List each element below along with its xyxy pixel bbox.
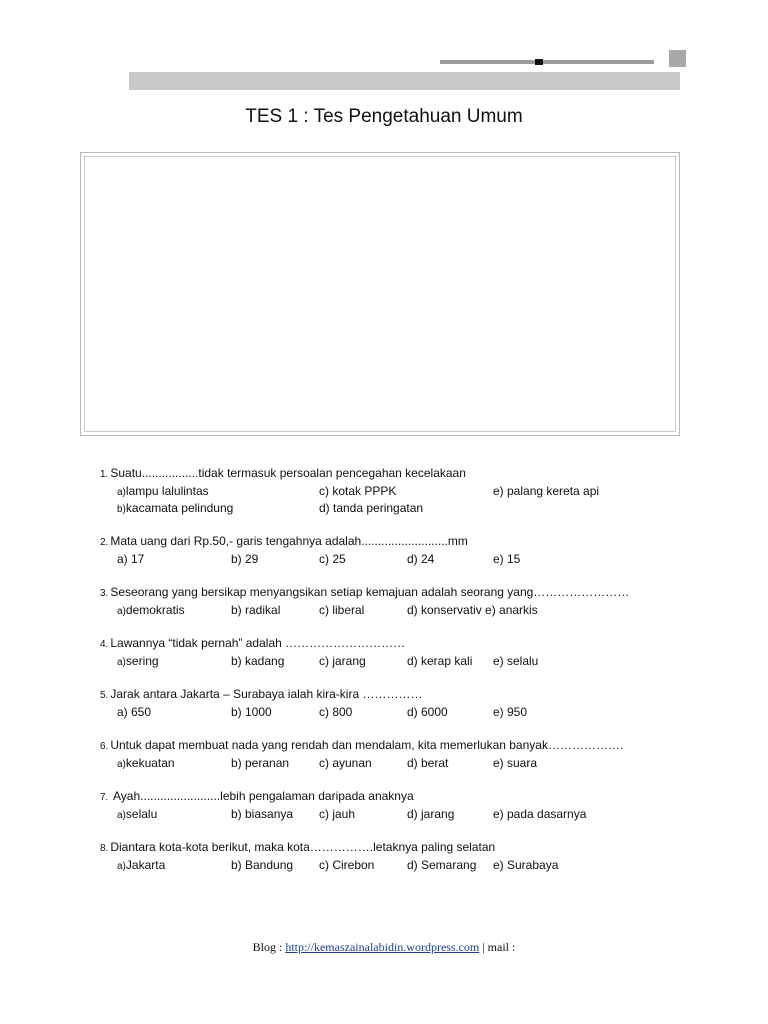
option-text: d) konservativ e) anarkis bbox=[407, 603, 538, 617]
option-text: c) kotak PPPK bbox=[319, 484, 397, 498]
answer-option bbox=[231, 806, 293, 824]
option-text: b) 29 bbox=[231, 552, 259, 566]
question-line bbox=[100, 635, 720, 653]
answer-option bbox=[407, 602, 538, 620]
question-text: Seseorang yang bersikap menyangsikan setiap kemajuan adalah seorang yang…………………… bbox=[110, 585, 630, 599]
question-item bbox=[100, 533, 720, 568]
option-text: b) biasanya bbox=[231, 807, 294, 821]
answer-option bbox=[117, 551, 144, 569]
question-number: 6. bbox=[100, 741, 109, 752]
answer-option bbox=[231, 755, 289, 773]
question-text: Jarak antara Jakarta – Surabaya ialah kira-kira …………… bbox=[110, 687, 423, 701]
answer-option bbox=[493, 483, 599, 501]
option-text: a) 17 bbox=[117, 552, 145, 566]
option-text: selalu bbox=[125, 807, 158, 821]
answer-option bbox=[231, 602, 280, 620]
header-bar bbox=[129, 72, 680, 90]
option-text: c) 25 bbox=[319, 552, 346, 566]
answer-option bbox=[319, 602, 364, 620]
option-row bbox=[100, 653, 720, 670]
question-item bbox=[100, 839, 720, 874]
answer-option bbox=[319, 483, 396, 501]
answer-option bbox=[117, 653, 159, 671]
option-row bbox=[100, 602, 720, 619]
footer-blog-link[interactable]: http://kemaszainalabidin.wordpress.com bbox=[285, 940, 480, 954]
option-text: d) Semarang bbox=[407, 858, 477, 872]
question-line bbox=[100, 737, 720, 755]
option-text: b) kadang bbox=[231, 654, 285, 668]
option-row bbox=[100, 500, 720, 517]
question-number: 4. bbox=[100, 639, 109, 650]
option-row bbox=[100, 483, 720, 500]
option-text: e) suara bbox=[493, 756, 538, 770]
option-text: e) 950 bbox=[493, 705, 528, 719]
option-text: c) liberal bbox=[319, 603, 365, 617]
question-line bbox=[100, 584, 720, 602]
question-line bbox=[100, 533, 720, 551]
answer-option bbox=[493, 857, 558, 875]
question-text: Ayah........................lebih pengalaman daripada anaknya bbox=[110, 789, 414, 803]
question-item bbox=[100, 465, 720, 517]
answer-option bbox=[319, 755, 372, 773]
option-letter: b) bbox=[117, 504, 126, 515]
question-number: 2. bbox=[100, 537, 109, 548]
question-list bbox=[100, 465, 720, 890]
option-text: d) tanda peringatan bbox=[319, 501, 424, 515]
answer-option bbox=[319, 857, 374, 875]
option-letter: a) bbox=[117, 606, 126, 617]
answer-option bbox=[407, 755, 448, 773]
header-line-marker bbox=[535, 59, 543, 65]
question-line bbox=[100, 788, 720, 806]
option-text: lampu lalulintas bbox=[125, 484, 209, 498]
question-line bbox=[100, 839, 720, 857]
answer-option bbox=[117, 483, 209, 501]
option-text: b) radikal bbox=[231, 603, 281, 617]
answer-option bbox=[319, 500, 423, 518]
blank-frame bbox=[80, 152, 680, 436]
option-text: Jakarta bbox=[125, 858, 166, 872]
header-square bbox=[669, 50, 686, 67]
answer-option bbox=[319, 551, 346, 569]
header-line bbox=[440, 60, 654, 64]
option-text: kacamata pelindung bbox=[125, 501, 234, 515]
option-text: c) ayunan bbox=[319, 756, 372, 770]
option-text: c) Cirebon bbox=[319, 858, 375, 872]
option-text: e) 15 bbox=[493, 552, 521, 566]
answer-option bbox=[319, 653, 366, 671]
question-number: 8. bbox=[100, 843, 109, 854]
footer bbox=[0, 940, 768, 955]
blank-frame-inner bbox=[84, 156, 676, 432]
option-row bbox=[100, 704, 720, 721]
option-letter: a) bbox=[117, 861, 126, 872]
footer-prefix: Blog : bbox=[252, 940, 286, 954]
question-text: Lawannya “tidak pernah” adalah ………………………… bbox=[110, 636, 406, 650]
option-row bbox=[100, 857, 720, 874]
answer-option bbox=[319, 704, 352, 722]
answer-option bbox=[407, 857, 476, 875]
answer-option bbox=[117, 857, 165, 875]
answer-option bbox=[407, 653, 472, 671]
answer-option bbox=[231, 857, 293, 875]
question-item bbox=[100, 584, 720, 619]
option-text: e) pada dasarnya bbox=[493, 807, 587, 821]
option-text: d) 24 bbox=[407, 552, 435, 566]
answer-option bbox=[493, 551, 520, 569]
option-text: e) palang kereta api bbox=[493, 484, 600, 498]
option-text: demokratis bbox=[125, 603, 185, 617]
option-row bbox=[100, 755, 720, 772]
option-text: c) 800 bbox=[319, 705, 353, 719]
answer-option bbox=[493, 653, 538, 671]
option-text: c) jarang bbox=[319, 654, 366, 668]
option-text: d) kerap kali bbox=[407, 654, 473, 668]
question-text: Suatu.................tidak termasuk persoalan pencegahan kecelakaan bbox=[110, 466, 466, 480]
option-text: e) selalu bbox=[493, 654, 539, 668]
question-number: 5. bbox=[100, 690, 109, 701]
answer-option bbox=[319, 806, 355, 824]
answer-option bbox=[117, 806, 157, 824]
option-row bbox=[100, 551, 720, 568]
question-line bbox=[100, 686, 720, 704]
option-letter: a) bbox=[117, 487, 126, 498]
option-letter: a) bbox=[117, 810, 126, 821]
answer-option bbox=[117, 755, 175, 773]
answer-option bbox=[117, 602, 185, 620]
option-text: d) 6000 bbox=[407, 705, 448, 719]
question-line bbox=[100, 465, 720, 483]
answer-option bbox=[407, 704, 448, 722]
option-text: d) berat bbox=[407, 756, 449, 770]
question-text: Mata uang dari Rp.50,- garis tengahnya adalah..........................mm bbox=[110, 534, 468, 548]
answer-option bbox=[493, 755, 537, 773]
answer-option bbox=[493, 806, 586, 824]
option-letter: a) bbox=[117, 759, 126, 770]
question-item bbox=[100, 788, 720, 823]
option-text: kekuatan bbox=[125, 756, 175, 770]
question-number: 7. bbox=[100, 792, 109, 803]
option-text: d) jarang bbox=[407, 807, 455, 821]
question-item bbox=[100, 737, 720, 772]
answer-option bbox=[407, 551, 434, 569]
answer-option bbox=[493, 704, 527, 722]
page-title: TES 1 : Tes Pengetahuan Umum bbox=[245, 106, 523, 127]
question-text: Diantara kota-kota berikut, maka kota…………….letaknya paling selatan bbox=[110, 840, 496, 854]
option-letter: a) bbox=[117, 657, 126, 668]
option-text: b) peranan bbox=[231, 756, 290, 770]
answer-option bbox=[117, 500, 233, 518]
question-item bbox=[100, 686, 720, 721]
option-text: sering bbox=[125, 654, 159, 668]
question-item bbox=[100, 635, 720, 670]
answer-option bbox=[407, 806, 454, 824]
answer-option bbox=[117, 704, 151, 722]
option-text: c) jauh bbox=[319, 807, 356, 821]
answer-option bbox=[231, 704, 272, 722]
answer-option bbox=[231, 551, 258, 569]
option-text: a) 650 bbox=[117, 705, 152, 719]
answer-option bbox=[231, 653, 284, 671]
question-number: 3. bbox=[100, 588, 109, 599]
option-text: b) 1000 bbox=[231, 705, 272, 719]
question-number: 1. bbox=[100, 469, 109, 480]
option-row bbox=[100, 806, 720, 823]
footer-separator: | mail : bbox=[479, 940, 516, 954]
option-text: b) Bandung bbox=[231, 858, 294, 872]
question-text: Untuk dapat membuat nada yang rendah dan mendalam, kita memerlukan banyak………………. bbox=[110, 738, 624, 752]
option-text: e) Surabaya bbox=[493, 858, 559, 872]
